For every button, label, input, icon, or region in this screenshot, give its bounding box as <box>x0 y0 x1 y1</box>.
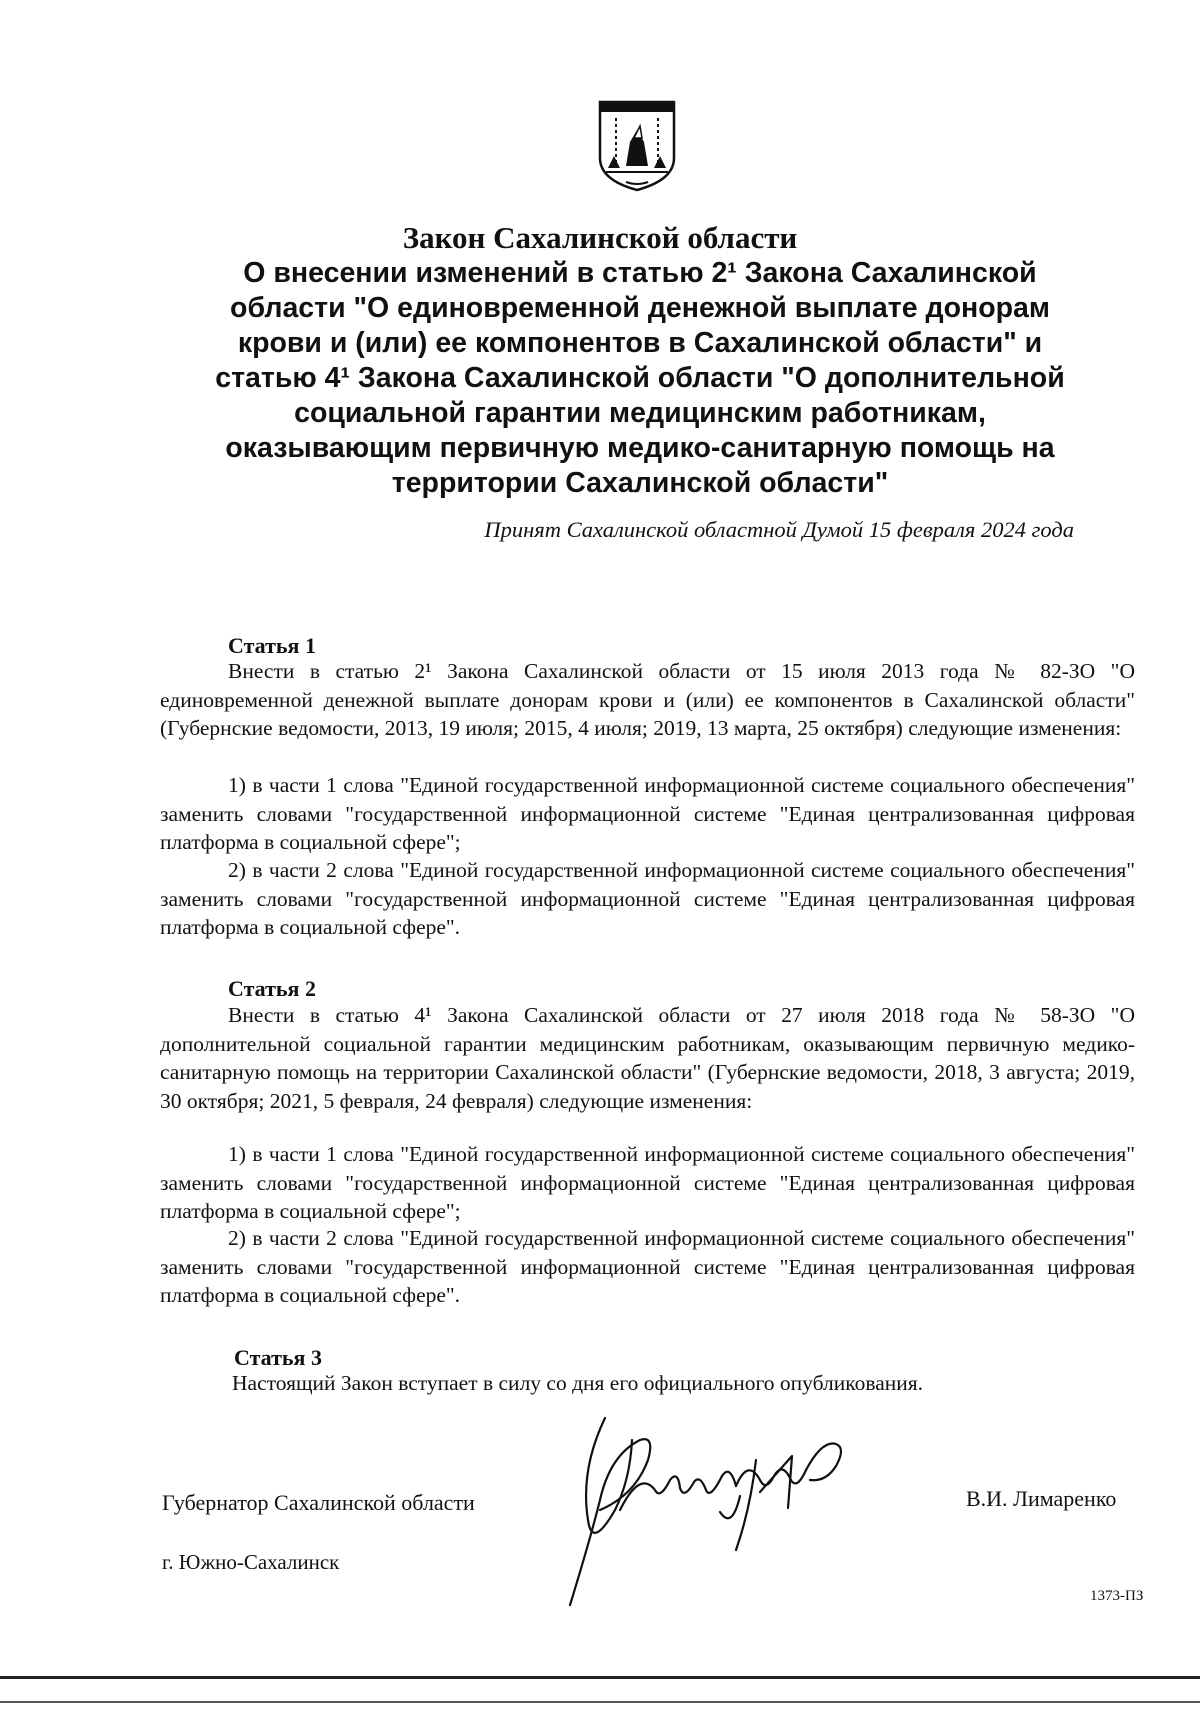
handwritten-signature <box>560 1400 880 1610</box>
article-1-intro: Внести в статью 2¹ Закона Сахалинской области от 15 июля 2013 года № 82-ЗО "О единовременной денежной выплате донорам крови и (или) ее компонентов в Сахалинской области" (Губернские ведомости, 2013, 19 июля; 2015, 4 июля; 2019, 13 марта, 25 октября) следующие изменения: <box>160 659 1135 740</box>
signatory-position: Губернатор Сахалинской области <box>162 1490 475 1515</box>
adoption-note: Принят Сахалинской областной Думой 15 февраля 2024 года <box>484 517 1074 542</box>
article-2-heading: Статья 2 <box>228 976 316 1001</box>
law-title-line: социальной гарантии медицинским работникам, <box>294 397 986 429</box>
law-title-line: области "О единовременной денежной выплате донорам <box>230 292 1050 324</box>
article-3-text: Настоящий Закон вступает в силу со дня его официального опубликования. <box>232 1371 924 1395</box>
article-1-heading: Статья 1 <box>228 633 316 658</box>
signatory-name: В.И. Лимаренко <box>966 1486 1117 1511</box>
law-label: Закон Сахалинской области <box>402 220 798 255</box>
law-title-line: оказывающим первичную медико-санитарную помощь на <box>225 432 1055 464</box>
article-1-item-2: 2) в части 2 слова "Единой государственной информационной системе социального обеспечения" заменить словами "государственной информационной системе "Единая централизованная цифровая платформа в социальной сфере". <box>160 858 1135 939</box>
article-2-item-2: 2) в части 2 слова "Единой государственной информационной системе социального обеспечения" заменить словами "государственной информационной системе "Единая централизованная цифровая платформа в социальной сфере". <box>160 1226 1135 1307</box>
law-title-line: крови и (или) ее компонентов в Сахалинской области" и <box>237 327 1043 359</box>
law-title-line: территории Сахалинской области" <box>391 467 889 499</box>
bottom-divider <box>0 1701 1200 1703</box>
coat-of-arms-icon <box>596 98 678 192</box>
bottom-divider <box>0 1676 1200 1679</box>
law-title-line: О внесении изменений в статью 2¹ Закона Сахалинской <box>243 257 1037 289</box>
article-2-intro: Внести в статью 4¹ Закона Сахалинской области от 27 июля 2018 года № 58-ЗО "О дополнительной социальной гарантии медицинским работникам, оказывающим первичную медико-санитарную помощь на территории Сахалинской области" (Губернские ведомости, 2018, 3 августа; 2019, 30 октября; 2021, 5 февраля, 24 февраля) следующие изменения: <box>160 1003 1135 1113</box>
law-title <box>200 256 1080 501</box>
law-title-line: статью 4¹ Закона Сахалинской области "О дополнительной <box>215 362 1065 394</box>
document-number: 1373-ПЗ <box>1090 1588 1144 1604</box>
article-3-heading: Статья 3 <box>234 1345 322 1370</box>
article-1-item-1: 1) в части 1 слова "Единой государственной информационной системе социального обеспечения" заменить словами "государственной информационной системе "Единая централизованная цифровая платформа в социальной сфере"; <box>160 773 1135 854</box>
city: г. Южно-Сахалинск <box>162 1550 340 1574</box>
article-2-item-1: 1) в части 1 слова "Единой государственной информационной системе социального обеспечения" заменить словами "государственной информационной системе "Единая централизованная цифровая платформа в социальной сфере"; <box>160 1142 1135 1223</box>
